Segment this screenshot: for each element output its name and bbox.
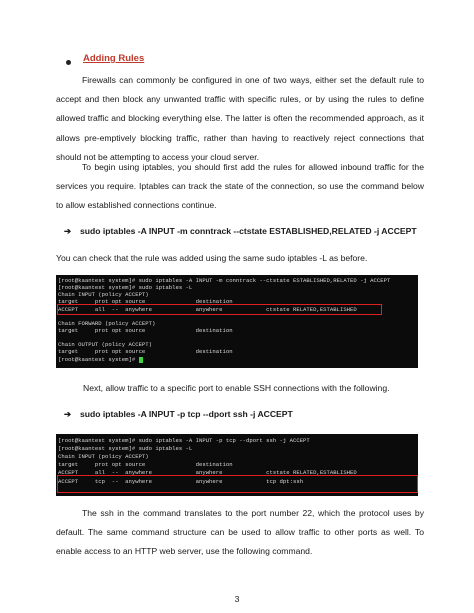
paragraph-ports <box>56 504 424 562</box>
highlight-box <box>57 475 418 493</box>
terminal-line: [root@kaantest system]# sudo iptables -A INPUT -p tcp --dport ssh -j ACCEPT <box>58 437 310 444</box>
terminal-line: [root@kaantest system]# sudo iptables -L <box>58 445 193 452</box>
command-established-text: sudo iptables -A INPUT -m conntrack --ctstate ESTABLISHED,RELATED -j ACCEPT <box>80 226 417 236</box>
terminal-screenshot-2 <box>56 434 418 496</box>
arrow-icon: ➔ <box>64 226 72 236</box>
terminal-line: Chain INPUT (policy ACCEPT) <box>58 291 149 298</box>
terminal-prompt-line <box>58 356 143 363</box>
command-ssh <box>64 409 293 420</box>
highlight-box <box>57 304 382 315</box>
terminal-line: target prot opt source destination <box>58 298 233 305</box>
terminal-line: Chain INPUT (policy ACCEPT) <box>58 453 149 460</box>
terminal-line: target prot opt source destination <box>58 327 233 334</box>
bullet-icon <box>66 60 71 65</box>
terminal-line: ACCEPT all -- anywhere anywhere ctstate RELATED,ESTABLISHED <box>58 469 357 476</box>
terminal-line: [root@kaantest system]# sudo iptables -L <box>58 284 193 291</box>
page-number: 3 <box>234 594 240 604</box>
paragraph-ports-text: The ssh in the command translates to the port number 22, which the protocol uses by default. The same command structure can be used to allow traffic to other ports as well. To enable access to an HTTP web server, use the following command. <box>56 508 424 557</box>
paragraph-begin <box>56 158 424 216</box>
paragraph-intro-text: Firewalls can commonly be configured in one of two ways, either set the default rule to accept and then block any unwanted traffic with specific rules, or by using the rules to define allowed traffic and blocking everything else. The latter is often the recommended approach, as it allows pre-emptively blocking traffic, rather than having to reactively reject connections that should not be attempting to access your cloud server. <box>56 75 424 162</box>
terminal-prompt: [root@kaantest system]# <box>58 356 139 363</box>
arrow-icon: ➔ <box>64 409 72 419</box>
terminal-line: Chain FORWARD (policy ACCEPT) <box>58 320 156 327</box>
paragraph-next-text: Next, allow traffic to a specific port to enable SSH connections with the following. <box>83 383 390 393</box>
command-ssh-text: sudo iptables -A INPUT -p tcp --dport ssh -j ACCEPT <box>80 409 293 419</box>
terminal-line: [root@kaantest system]# sudo iptables -A INPUT -m conntrack --ctstate ESTABLISHED,RELATED -j ACCEPT <box>58 277 391 284</box>
terminal-line: ACCEPT all -- anywhere anywhere ctstate RELATED,ESTABLISHED <box>58 306 357 313</box>
paragraph-check-text: You can check that the rule was added using the same sudo iptables -L as before. <box>56 253 368 263</box>
command-established <box>64 226 417 237</box>
paragraph-check <box>56 249 424 268</box>
paragraph-next <box>83 379 423 398</box>
paragraph-begin-text: To begin using iptables, you should first add the rules for allowed inbound traffic for the services you require. Iptables can track the state of the connection, so use the command below to allow established connections continue. <box>56 162 424 211</box>
section-heading: Adding Rules <box>83 53 145 64</box>
cursor-icon <box>139 357 143 363</box>
terminal-line: ACCEPT tcp -- anywhere anywhere tcp dpt:ssh <box>58 478 304 485</box>
terminal-line: Chain OUTPUT (policy ACCEPT) <box>58 341 152 348</box>
terminal-line: target prot opt source destination <box>58 461 233 468</box>
terminal-line: target prot opt source destination <box>58 348 233 355</box>
terminal-screenshot-1 <box>56 275 418 368</box>
paragraph-intro <box>56 71 424 167</box>
